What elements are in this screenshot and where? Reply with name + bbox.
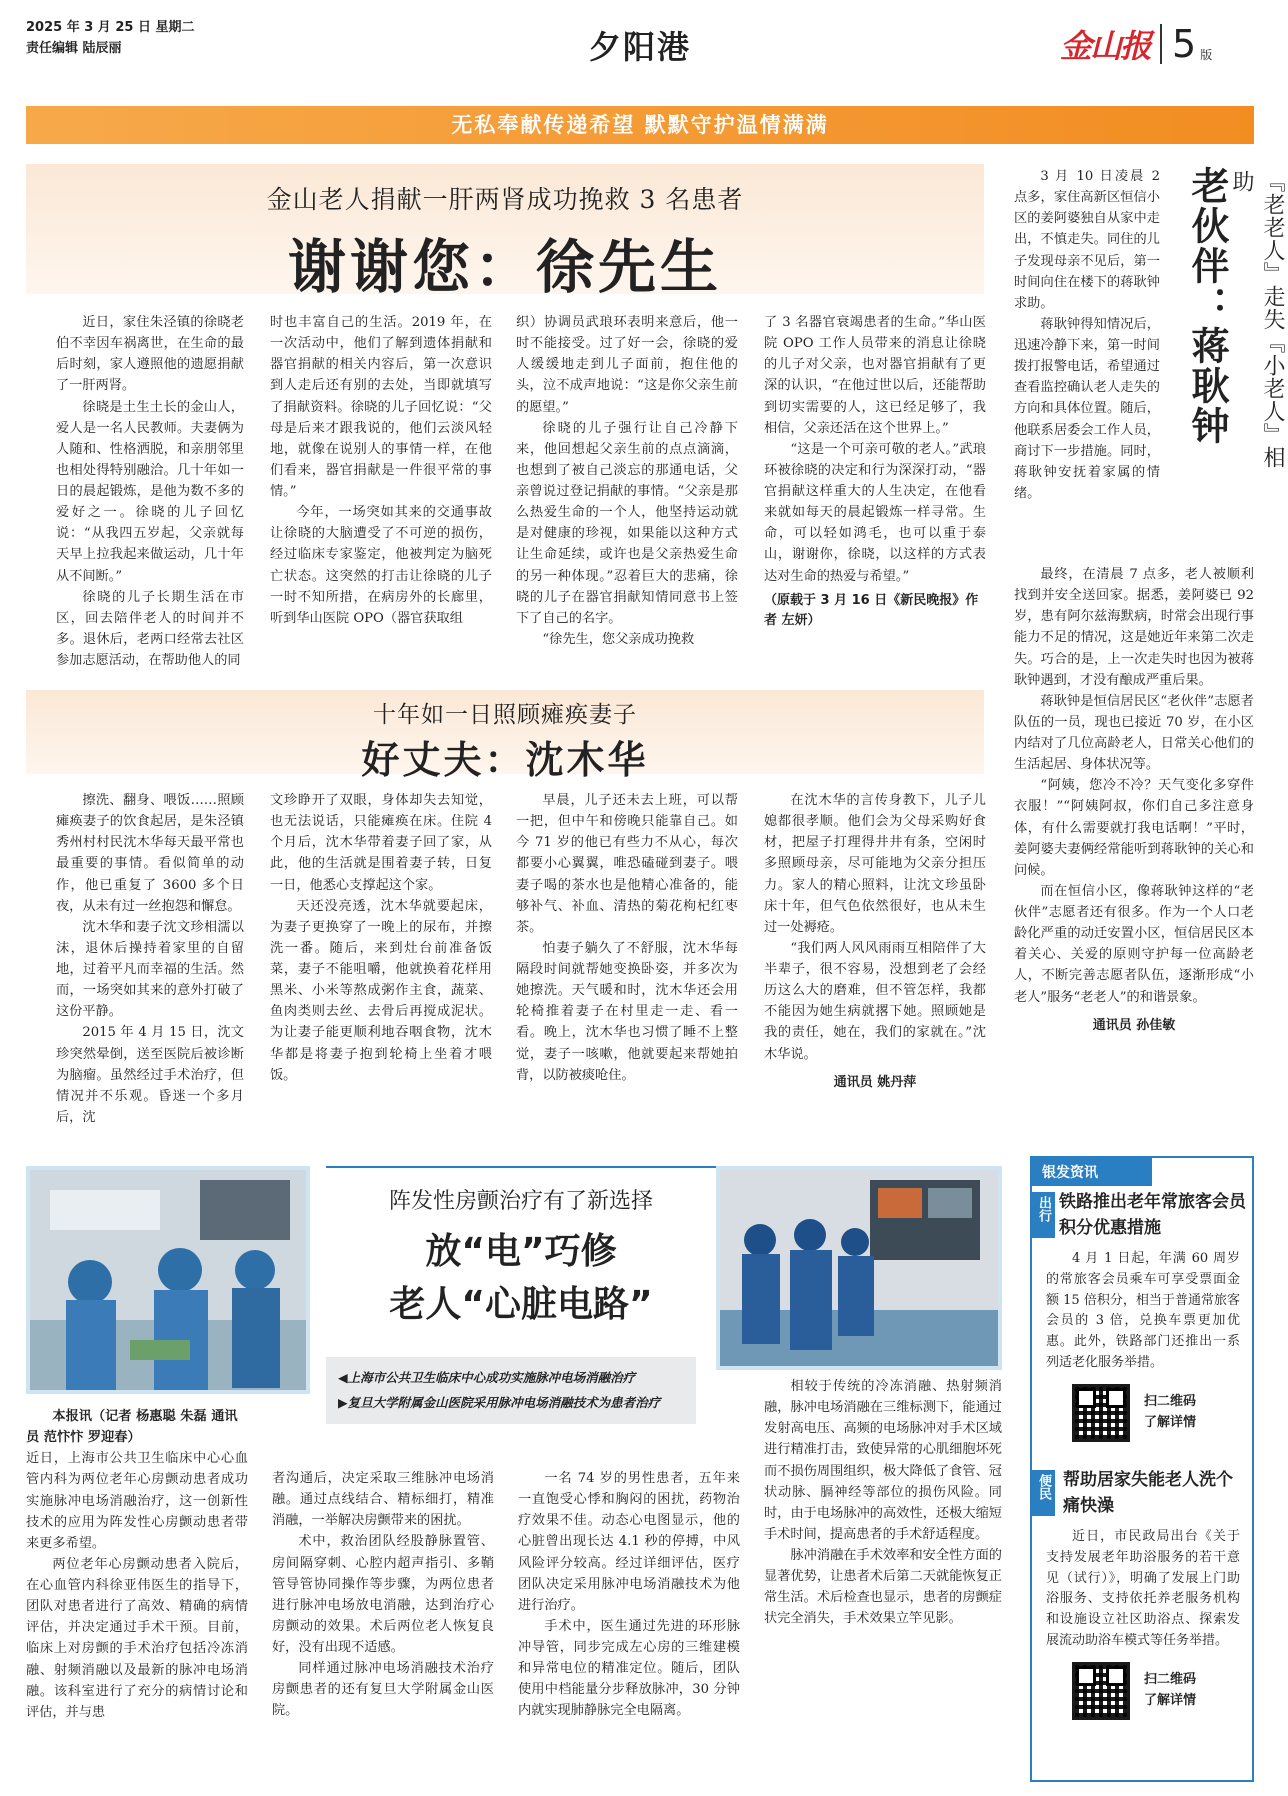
tag-travel: 出行 bbox=[1032, 1192, 1055, 1238]
article3-title-sub: 『老老人』走失『小老人』相助 bbox=[1229, 170, 1285, 469]
issue-date: 2025 年 3 月 25 日 星期二 bbox=[26, 20, 195, 35]
sidebar-item2-title: 帮助居家失能老人洗个痛快澡 bbox=[1063, 1470, 1233, 1516]
article4-title1: 放“电”巧修 bbox=[425, 1231, 617, 1272]
article2-headline-box bbox=[26, 690, 984, 782]
article1-subtitle: 金山老人捐献一肝两肾成功挽救 3 名患者 bbox=[266, 185, 744, 214]
tag-convenience: 便民 bbox=[1032, 1470, 1055, 1516]
theme-banner: 无私奉献传递希望 默默守护温情满满 bbox=[26, 106, 1254, 144]
qr-code-icon[interactable] bbox=[1072, 1662, 1130, 1720]
qr1-label-line2: 了解详情 bbox=[1144, 1414, 1197, 1430]
article2-byline: 通讯员 姚丹萍 bbox=[833, 1074, 917, 1090]
article1-col4: 了 3 名器官衰竭患者的生命。”华山医院 OPO 工作人员带来的消息让徐晓的儿子对父亲，也对器官捐献有了更深的认识，“在他过世以后，还能帮助到切实需要的人，这已经足够了，我相信，父亲还活在这个世界上。” “这是一个可亲可敬的老人。”武琅环被徐晓的决定和行为深深打动，“器官捐献这样重大的人生决定，在他看来就如每天的晨起锻炼一样寻常。生命，可以轻如鸿毛，也可以重于泰山，谢谢你，徐晓，以这样的方式表达对生命的热爱与希望。” （原载于 3 月 16 日《新民晚报》作者 左妍） bbox=[764, 312, 986, 662]
sidebar-item2-body: 近日，市民政局出台《关于支持发展老年助浴服务的若干意见（试行）》，明确了发展上门助浴服务、支持依托养老服务机构和设施设立社区助浴点、探索发展流动助浴车模式等任务举措。 bbox=[1046, 1529, 1240, 1648]
sidebar-item1-body: 4 月 1 日起，年满 60 周岁的常旅客会员乘车可享受票面金额 15 倍积分，相当于普通常旅客会员的 3 倍，兑换车票更加优惠。此外，铁路部门还推出一系列适老化服务举措。 bbox=[1046, 1251, 1240, 1370]
article4-lead: 本报讯（记者 杨惠聪 朱磊 通讯员 范忭忭 罗迎春） bbox=[26, 1409, 238, 1446]
article4-bullet-1: ◀上海市公共卫生临床中心成功实施脉冲电场消融治疗 bbox=[338, 1370, 636, 1385]
article1-col2: 时也丰富自己的生活。2019 年，在一次活动中，他们了解到遗体捐献和器官捐献的相关内容后，第一次意识到人走后还有别的去处，当即就填写了捐献资料。徐晓的儿子回忆说：“父母是后来才跟我说的，他们云淡风轻地，就像在说别人的事情一样，在他们看来，器官捐献是一件很平常的事情。” 今年，一场突如其来的交通事故让徐晓的大脑遭受了不可逆的损伤，经过临床专家鉴定，他被判定为脑死亡状态。这突然的打击让徐晓的儿子一时不知所措，在病房外的长廊里，听到华山医院 OPO（器官获取组 bbox=[270, 315, 492, 626]
sidebar-header: 银发资讯 bbox=[1032, 1158, 1152, 1186]
article4-col1: 本报讯（记者 杨惠聪 朱磊 通讯员 范忭忭 罗迎春） 近日，上海市公共卫生临床中心心血管内科为两位老年心房颤动患者成功实施脉冲电场消融治疗，这一创新性技术的应用为阵发性心房颤动患者带来更多希望。 两位老年心房颤动患者入院后，在心血管内科徐亚伟医生的指导下，团队对患者进行了高效、精确的病情评估，并决定通过手术干预。目前，临床上对房颤的手术治疗包括冷冻消融、射频消融以及最新的脉冲电场消融。该科室进行了充分的病情讨论和评估，并与患 bbox=[26, 1406, 248, 1782]
qr2-label-line2: 了解详情 bbox=[1144, 1692, 1197, 1708]
article3-title-main: 老伙伴：蒋耿钟 bbox=[1185, 166, 1229, 446]
page-number: 5 bbox=[1172, 22, 1197, 66]
sidebar-item1-title: 铁路推出老年常旅客会员积分优惠措施 bbox=[1059, 1192, 1246, 1238]
article1-headline-box bbox=[26, 164, 984, 301]
qr1-label-line1: 扫二维码 bbox=[1144, 1393, 1197, 1409]
silver-news-sidebar bbox=[1030, 1156, 1254, 1782]
article1-source: （原载于 3 月 16 日《新民晚报》作者 左妍） bbox=[764, 592, 979, 629]
qr2-label-line1: 扫二维码 bbox=[1144, 1671, 1197, 1687]
surgery-photo-left bbox=[26, 1166, 310, 1394]
surgery-photo-right bbox=[716, 1166, 1002, 1370]
article2-subtitle: 十年如一日照顾瘫痪妻子 bbox=[373, 702, 637, 728]
article1-title: 谢谢您：徐先生 bbox=[287, 233, 722, 301]
article2-col3: 早晨，儿子还未去上班，可以帮一把，但中午和傍晚只能靠自己。如今 71 岁的他已有些力不从心，每次都要小心翼翼，唯恐磕碰到妻子。喂妻子喝的茶水也是他精心准备的，能够补气、补血、清热的菊花枸杞红枣茶。 怕妻子躺久了不舒服，沈木华每隔段时间就帮她变换卧姿，并多次为她擦洗。天气暖和时，沈木华还会用轮椅推着妻子在村里走一走、看一看。晚上，沈木华也习惯了睡不上整觉，妻子一咳嗽，他就要起来帮她拍背，以防被痰呛住。 bbox=[516, 793, 738, 1083]
article3-byline: 通讯员 孙佳敏 bbox=[1092, 1017, 1176, 1033]
article4-bullet-2: ▶复旦大学附属金山医院采用脉冲电场消融技术为患者治疗 bbox=[338, 1395, 661, 1411]
article2-col4: 在沈木华的言传身教下，儿子儿媳都很孝顺。他们会为父母采购好食材，把屋子打理得井井有条，空闲时多照顾母亲，尽可能地为父亲分担压力。家人的精心照料，让沈文珍虽卧床十年，但气色依然很好，也从未生过一处褥疮。 “我们两人风风雨雨互相陪伴了大半辈子，很不容易，没想到老了会经历这么大的磨难，但不管怎样，我都不能因为她生病就撂下她。照顾她是我的责任，她在，我们的家就在。”沈木华说。 通讯员 姚丹萍 bbox=[764, 793, 986, 1090]
page-unit: 版 bbox=[1200, 47, 1213, 62]
article2-col2: 文珍睁开了双眼，身体却失去知觉，也无法说话，只能瘫痪在床。住院 4 个月后，沈木华带着妻子回了家，从此，他的生活就是围着妻子转，日复一日，他悉心支撑起这个家。 天还没亮透，沈木华就要起床，为妻子更换穿了一晚上的尿布，并擦洗一番。随后，来到灶台前准备饭菜，妻子不能咀嚼，他就换着花样用黑米、小米等熬成粥作主食，蔬菜、鱼肉类则去丝、去骨后再搅成泥状。为让妻子能更顺利地吞咽食物，沈木华都是将妻子抱到轮椅上坐着才喂饭。 bbox=[270, 793, 492, 1083]
article4-col3: 一名 74 岁的男性患者，五年来一直饱受心悸和胸闷的困扰，药物治疗效果不佳。动态心电图显示，他的心脏曾出现长达 4.1 秒的停搏，中风风险评分较高。经过详细评估，医疗团队决定采用脉冲电场消融技术为他进行治疗。 手术中，医生通过先进的环形脉冲导管，同步完成左心房的三维建模和异常电位的精准定位。随后，团队使用中档能量分步释放脉冲，30 分钟内就实现肺静脉完全电隔离。 bbox=[518, 1471, 740, 1719]
article4-subtitle: 阵发性房颤治疗有了新选择 bbox=[388, 1189, 653, 1214]
newspaper-logo: 金山报 bbox=[1060, 27, 1151, 65]
article3-col-top: 3 月 10 日凌晨 2 点多，家住高新区恒信小区的姜阿婆独自从家中走出，不慎走失。同住的儿子发现母亲不见后，第一时间向住在楼下的蒋耿钟求助。 蒋耿钟得知情况后，迅速冷静下来，第一时间拨打报警电话，希望通过查看监控确认老人走失的方向和具体位置。随后，他联系居委会工作人员，商讨下一步措施。同时，蒋耿钟安抚着家属的情绪。 bbox=[1014, 169, 1160, 501]
article4-col2: 者沟通后，决定采取三维脉冲电场消融。通过点线结合、精标细打，精准消融，一举解决房颤带来的困扰。 术中，救治团队经股静脉置管、房间隔穿刺、心腔内超声指引、多鞘管导管协同操作等步骤，为两位患者进行脉冲电场放电消融，达到治疗心房颤动的效果。术后两位老人恢复良好，没有出现不适感。 同样通过脉冲电场消融技术治疗房颤患者的还有复旦大学附属金山医院。 bbox=[272, 1471, 494, 1719]
article2-title: 好丈夫：沈木华 bbox=[361, 738, 649, 782]
article3-col-bottom: 最终，在清晨 7 点多，老人被顺利找到并安全送回家。据悉，姜阿婆已 92 岁，患有阿尔兹海默病，时常会出现行事能力不足的情况，这是她近年来第二次走失。巧合的是，上一次走失时也因为被蒋耿钟遇到，才没有酿成严重后果。 蒋耿钟是恒信居民区“老伙伴”志愿者队伍的一员，现也已接近 70 岁，在小区内结对了几位高龄老人，日常关心他们的生活起居、身体状况等。 “阿姨，您冷不冷？天气变化多穿件衣服！”“阿姨阿叔，你们自己多注意身体，有什么需要就打我电话啊！”平时，姜阿婆夫妻俩经常能听到蒋耿钟的关心和问候。 而在恒信小区，像蒋耿钟这样的“老伙伴”志愿者还有很多。作为一个人口老龄化严重的动迁安置小区，恒信居民区本着关心、关爱的原则守护每一位高龄老人，不断完善志愿者队伍，逐渐形成“小老人”服务“老老人”的和谐景象。 通讯员 孙佳敏 bbox=[1014, 567, 1254, 1033]
article1-col1: 近日，家住朱泾镇的徐晓老伯不幸因车祸离世，在生命的最后时刻，家人遵照他的遗愿捐献了一肝两肾。 徐晓是土生土长的金山人，爱人是一名人民教师。夫妻俩为人随和、性格洒脱，和亲朋邻里也相处得特别融洽。几十年如一日的晨起锻炼，是他为数不多的爱好之一。徐晓的儿子回忆说：“从我四五岁起，父亲就每天早上拉我起来做运动，几十年从不间断。” 徐晓的儿子长期生活在市区，回去陪伴老人的时间并不多。退休后，老两口经常去社区参加志愿活动，在帮助他人的同 bbox=[56, 315, 244, 668]
article2-col1: 擦洗、翻身、喂饭……照顾瘫痪妻子的饮食起居，是朱泾镇秀州村村民沈木华每天最平常也最重要的事情。看似简单的动作，他已重复了 3600 多个日夜，从未有过一丝抱怨和懈怠。 沈木华和妻子沈文珍相濡以沫，退休后操持着家里的自留地，过着平凡而幸福的生活。然而，一场突如其来的意外打破了这份平静。 2015 年 4 月 15 日，沈文珍突然晕倒，送至医院后被诊断为脑瘤。虽然经过手术治疗，但情况并不乐观。昏迷一个多月后，沈 bbox=[56, 793, 244, 1125]
article4-title2: 老人“心脏电路” bbox=[389, 1284, 653, 1325]
article1-col3: 织）协调员武琅环表明来意后，他一时不能接受。过了好一会，徐晓的爱人缓缓地走到儿子面前，抱住他的头，泣不成声地说：“这是你父亲生前的愿望。” 徐晓的儿子强行让自己冷静下来，他回想起父亲生前的点点滴滴，也想到了被自己淡忘的那通电话，父亲曾说过登记捐献的事情。“父亲是那么热爱生命的一个人，他坚持运动就是对健康的珍视，如果能以这种方式让生命延续，或许也是父亲热爱生命的另一种体现。”忍着巨大的悲痛，徐晓的儿子在器官捐献知情同意书上签下了自己的名字。 “徐先生，您父亲成功挽救 bbox=[516, 315, 738, 647]
article4-col4: 相较于传统的冷冻消融、热射频消融，脉冲电场消融在三维标测下，能通过发射高电压、高频的电场脉冲对手术区域进行精准打击，致使异常的心肌细胞坏死而不损伤周围组织，极大降低了食管、冠状动脉、膈神经等部位的损伤风险。同时，由于电场脉冲的高效性，还极大缩短手术时间，提高患者的手术舒适程度。 脉冲消融在手术效率和安全性方面的显著优势，让患者术后第二天就能恢复正常生活。术后检查也显示，患者的房颤症状完全消失，手术效果立竿见影。 bbox=[764, 1379, 1002, 1627]
qr-code-icon[interactable] bbox=[1072, 1384, 1130, 1442]
editor-credit: 责任编辑 陆辰丽 bbox=[26, 40, 122, 56]
article4-headline-box bbox=[326, 1166, 716, 1458]
section-title: 夕阳港 bbox=[588, 28, 691, 66]
